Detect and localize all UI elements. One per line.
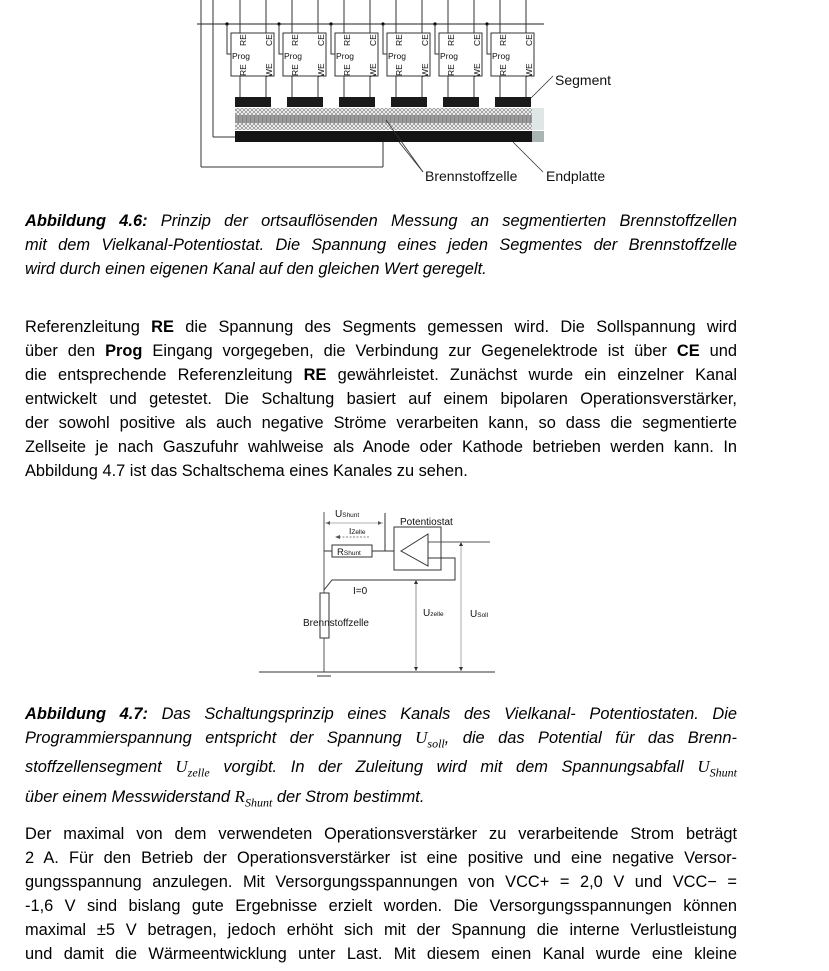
brennstoffzelle-label: Brennstoffzelle	[425, 168, 518, 184]
svg-text:RE: RE	[342, 64, 352, 76]
caption-figure-4-7: Abbildung 4.7: Das Schaltungsprinzip eines Kanals des Vielkanal- Potentiostaten. Die Programmierspannung entspricht der Spannung $U_{soll}$, die das Potential für das Brenn- stoffzellensegment $U_{zelle}$ vorgibt. In der Zuleitung wird mit dem Spannungsabfall $U_{Shunt}$ über einem Messwiderstand $R_{Shunt}$ der Strom bestimmt.	[25, 705, 738, 810]
brennstoffzelle-label: Brennstoffzelle	[303, 618, 369, 629]
caption-text: Prinzip der ortsauflösenden Messung an segmentierten Brennstoffzellen	[147, 212, 737, 230]
figure-4-7-channel-circuit	[255, 500, 505, 685]
svg-text:RE: RE	[446, 64, 456, 76]
svg-text:RE: RE	[290, 64, 300, 76]
svg-text:RE: RE	[394, 34, 404, 46]
svg-text:Prog: Prog	[336, 51, 354, 61]
svg-text:Prog: Prog	[284, 51, 302, 61]
svg-text:RE: RE	[342, 34, 352, 46]
svg-text:RE: RE	[498, 64, 508, 76]
body-paragraph-1: Referenzleitung RE die Spannung des Segments gemessen wird. Die Sollspannung wird über den Prog Eingang vorgegeben, die Verbindung zur Gegenelektrode ist über CE und die entsprechende Referenzleitung RE gewährleistet. Zunächst wurde ein einzelner Kanal entwickelt und getestet. Die Schaltung basiert auf einem bipolaren Operationsverstärker, der sowohl positive als auch negative Ströme verarbeiten kann, so dass die segmentierte Zellseite je nach Gaszufuhr wahlweise als Anode oder Kathode betrieben werden kann. In Abbildung 4.7 ist das Schaltschema eines Kanales zu sehen.	[25, 318, 738, 480]
svg-text:RE: RE	[238, 34, 248, 46]
svg-text:RE: RE	[394, 64, 404, 76]
caption-label: Abbildung 4.7:	[25, 705, 148, 723]
figure-4-6-multichannel-diagram	[190, 0, 620, 190]
caption-text: mit dem Vielkanal-Potentiostat. Die Spannung eines jeden Segmentes der Brennstoffzelle	[25, 236, 737, 254]
i-zero-label: I=0	[353, 586, 368, 597]
body-paragraph-2: Der maximal von dem verwendeten Operationsverstärker zu verarbeitende Strom beträgt 2 A. Für den Betrieb der Operationsverstärker ist eine positive und eine negative Versor- gungsspannung anzulegen. Mit Versorgungsspannungen von VCC+ = 2,0 V und VCC− = -1,6 V sind bislang gute Ergebnisse erzielt worden. Die Versorgungsspannungen können maximal ±5 V betragen, jedoch erhöht sich mit der Spannung die interne Verlustleistung und damit die Wärmeentwicklung unter Last. Mit diesem einen Kanal wurde eine kleine	[25, 825, 737, 963]
caption-figure-4-6	[25, 209, 737, 281]
i-zelle-label: IZelle	[349, 526, 366, 536]
svg-text:WE: WE	[524, 63, 534, 77]
svg-text:CE: CE	[316, 34, 326, 46]
r-shunt-label: RShunt	[337, 547, 361, 558]
svg-text:Prog: Prog	[492, 51, 510, 61]
svg-text:Prog: Prog	[388, 51, 406, 61]
svg-text:WE: WE	[264, 63, 274, 77]
u-soll-label: USoll	[470, 609, 489, 620]
svg-text:RE: RE	[238, 64, 248, 76]
endplatte-label: Endplatte	[546, 168, 606, 184]
svg-text:WE: WE	[420, 63, 430, 77]
caption-label: Abbildung 4.6:	[25, 212, 148, 230]
u-shunt-label: UShunt	[335, 509, 360, 520]
svg-text:CE: CE	[368, 34, 378, 46]
svg-text:CE: CE	[420, 34, 430, 46]
svg-text:CE: CE	[524, 34, 534, 46]
potentiostat-label: Potentiostat	[400, 517, 453, 528]
svg-text:CE: CE	[264, 34, 274, 46]
svg-text:CE: CE	[472, 34, 482, 46]
svg-text:WE: WE	[316, 63, 326, 77]
svg-text:RE: RE	[446, 34, 456, 46]
svg-text:WE: WE	[368, 63, 378, 77]
svg-text:RE: RE	[498, 34, 508, 46]
segment-label: Segment	[555, 72, 612, 88]
svg-text:WE: WE	[472, 63, 482, 77]
svg-text:Prog: Prog	[440, 51, 458, 61]
u-zelle-label: Uzelle	[423, 608, 444, 619]
svg-text:Prog: Prog	[232, 51, 250, 61]
svg-text:RE: RE	[290, 34, 300, 46]
caption-text: wird durch einen eigenen Kanal auf den gleichen Wert geregelt.	[25, 260, 487, 278]
